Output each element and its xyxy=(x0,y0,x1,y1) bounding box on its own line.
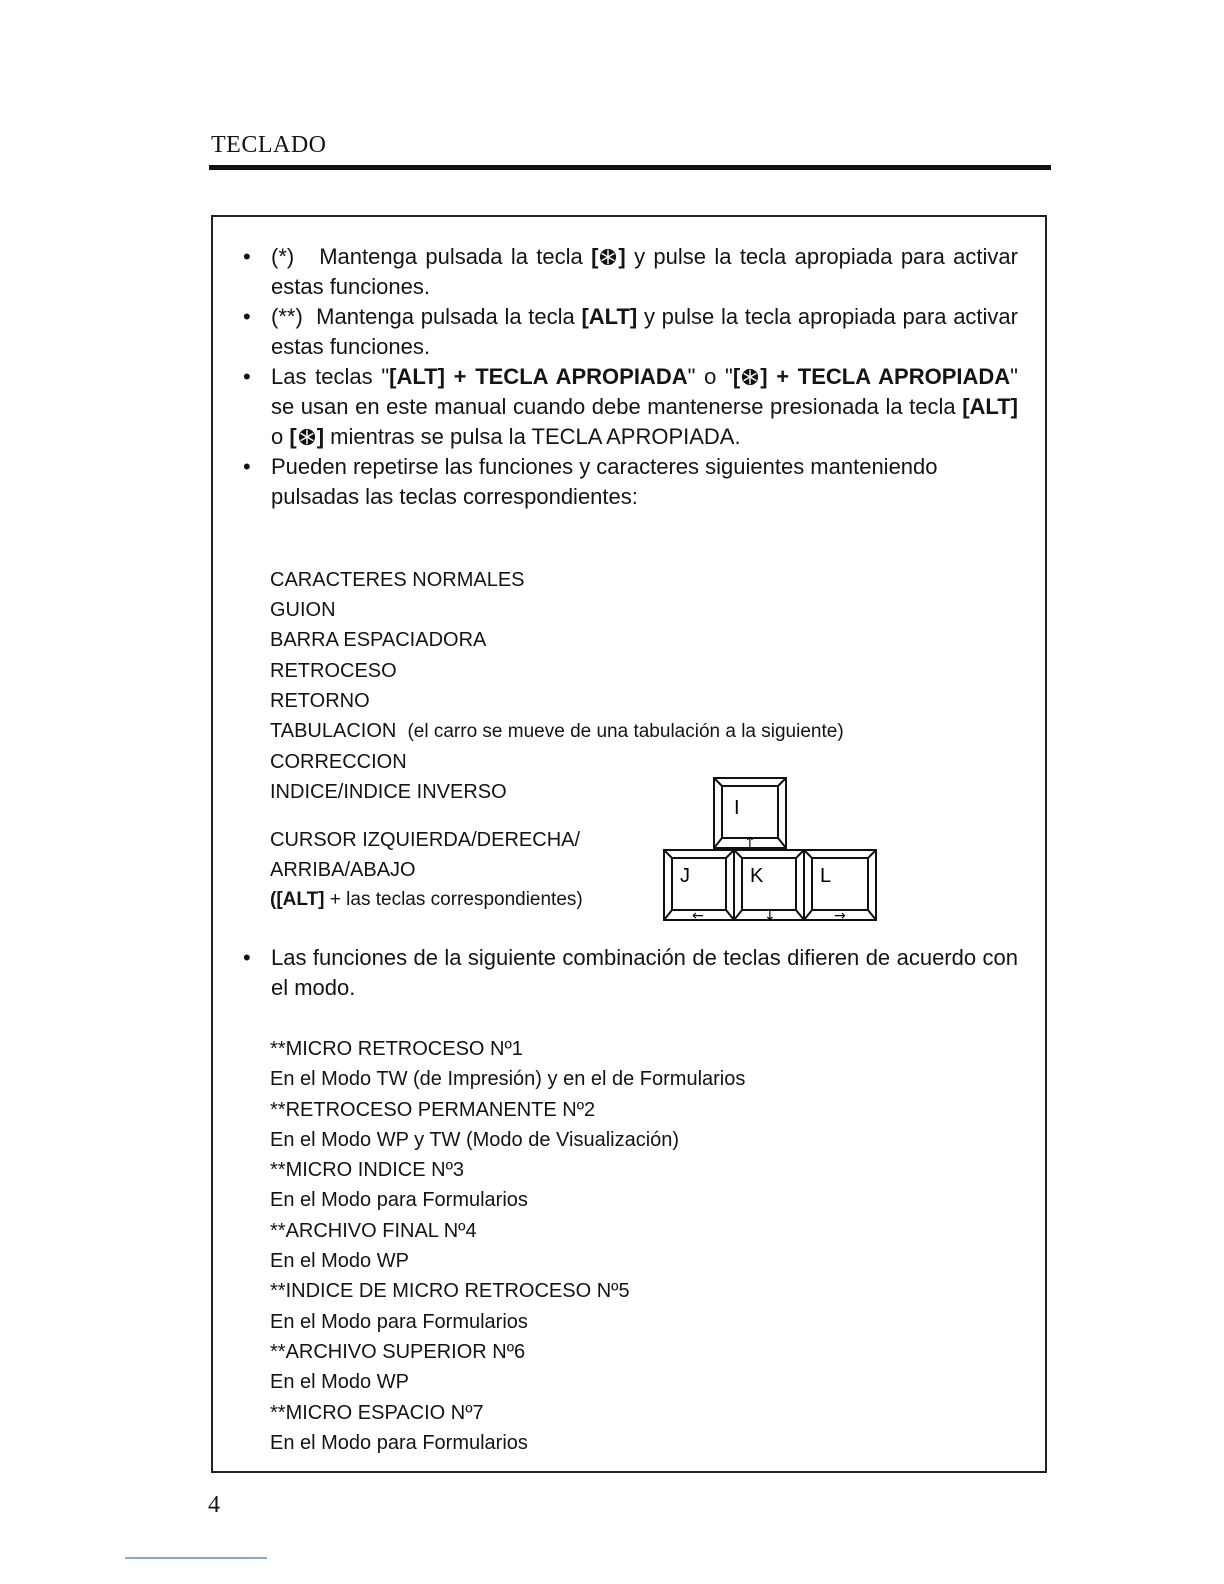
alt-key: [ALT] xyxy=(581,304,638,329)
bullet-dot: • xyxy=(243,454,251,479)
list-item: **ARCHIVO FINAL Nº4 xyxy=(270,1219,477,1242)
key-label: L xyxy=(820,865,832,887)
bullet-5: • Las funciones de la siguiente combinación de teclas difieren de acuerdo con el modo. xyxy=(243,945,1018,1000)
bullet-list-2 xyxy=(243,943,1018,1003)
bullet-dot: • xyxy=(243,945,251,970)
mode-function-list xyxy=(270,1034,745,1458)
list-item: **MICRO ESPACIO Nº7 xyxy=(270,1401,484,1424)
alt-combo: [ALT] + TECLA APROPIADA xyxy=(389,364,688,389)
arrow-left-icon: ← xyxy=(692,908,704,924)
arrow-down-icon: ↓ xyxy=(764,908,776,924)
bullet-2: • (**) Mantenga pulsada la tecla [ALT] y pulse la tecla apropiada para activar estas funciones. xyxy=(243,304,1018,359)
page-number: 4 xyxy=(208,1492,220,1518)
snowflake-icon xyxy=(741,368,759,386)
bullet-dot: • xyxy=(243,304,251,329)
list-item: En el Modo para Formularios xyxy=(270,1431,528,1454)
bullet-list xyxy=(243,242,1018,512)
list-item: ARRIBA/ABAJO xyxy=(270,859,416,882)
list-item: INDICE/INDICE INVERSO xyxy=(270,781,507,804)
key-label: J xyxy=(680,865,690,887)
list-item: En el Modo TW (de Impresión) y en el de Formularios xyxy=(270,1068,746,1091)
list-item: En el Modo WP xyxy=(270,1250,409,1273)
list-item: RETORNO xyxy=(270,689,370,712)
snowflake-icon xyxy=(599,248,617,266)
code-key: [ ] xyxy=(289,424,325,449)
list-item: **RETROCESO PERMANENTE Nº2 xyxy=(270,1098,596,1121)
list-item: En el Modo WP y TW (Modo de Visualización) xyxy=(270,1128,680,1151)
list-item: GUION xyxy=(270,599,336,622)
code-key: [ ] xyxy=(591,244,626,269)
list-item: BARRA ESPACIADORA xyxy=(270,629,487,652)
list-item: En el Modo para Formularios xyxy=(270,1189,528,1212)
bullet-3: • Las teclas "[ALT] + TECLA APROPIADA" o "[ ] + TECLA APROPIADA" se usan en este manual cuando debe mantenerse presionada la tecla [ALT] o [ ] mientras se pulsa la TECLA APROPIADA. xyxy=(243,364,1018,449)
arrow-right-icon: → xyxy=(834,908,846,924)
key-l xyxy=(804,850,876,924)
list-item: En el Modo WP xyxy=(270,1371,409,1394)
list-item: **INDICE DE MICRO RETROCESO Nº5 xyxy=(270,1280,630,1303)
list-item: TABULACION (el carro se mueve de una tabulación a la siguiente) xyxy=(270,720,844,743)
bullet-dot: • xyxy=(243,244,251,269)
list-item: **MICRO INDICE Nº3 xyxy=(270,1159,464,1182)
list-item: RETROCESO xyxy=(270,659,397,682)
header-rule xyxy=(209,165,1051,170)
list-item: **ARCHIVO SUPERIOR Nº6 xyxy=(270,1340,526,1363)
list-item: En el Modo para Formularios xyxy=(270,1310,528,1333)
bullet-dot: • xyxy=(243,364,251,389)
snowflake-icon xyxy=(298,428,316,446)
bullet-4: • Pueden repetirse las funciones y caracteres siguientes manteniendo pulsadas las teclas correspondientes: xyxy=(243,454,938,509)
bullet-1: • (*) Mantenga pulsada la tecla [ ] y pulse la tecla apropiada para activar estas funciones. xyxy=(243,244,1018,299)
list-item: CURSOR IZQUIERDA/DERECHA/ xyxy=(270,829,581,851)
list-item: ([ALT] + las teclas correspondientes) xyxy=(270,889,583,911)
key-j xyxy=(664,850,734,924)
repeat-function-list xyxy=(270,565,844,808)
page-header-title: TECLADO xyxy=(211,132,327,158)
list-item: **MICRO RETROCESO Nº1 xyxy=(270,1038,523,1060)
key-label: I xyxy=(734,797,740,819)
key-i xyxy=(714,778,786,851)
list-item: CORRECCION xyxy=(270,751,407,774)
arrow-up-icon: ↑ xyxy=(744,835,756,851)
code-key: [ ] + TECLA APROPIADA xyxy=(732,364,1011,389)
key-label: K xyxy=(750,865,764,887)
list-item: CARACTERES NORMALES xyxy=(270,569,525,591)
key-k xyxy=(734,850,804,924)
cursor-list xyxy=(270,825,583,916)
alt-key: [ALT] xyxy=(962,394,1018,419)
cursor-keys-diagram xyxy=(660,776,884,926)
footer-rule xyxy=(125,1557,267,1559)
